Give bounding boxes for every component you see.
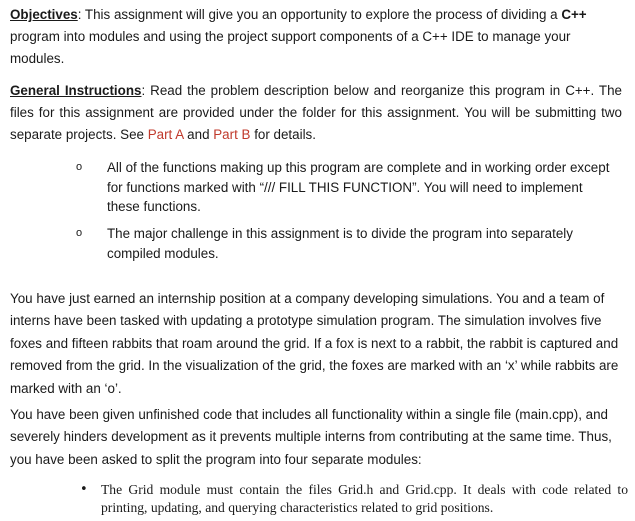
general-and: and (183, 127, 214, 142)
general-instructions-paragraph (10, 80, 622, 146)
circle-bullet-item (76, 224, 616, 263)
objectives-paragraph (10, 4, 622, 70)
circle-bullet-text: All of the functions making up this program are complete and in working order except for functions marked with “/// FILL THIS FUNCTION”. You will need to implement these functions. (107, 160, 610, 214)
part-a-reference: Part A (147, 127, 184, 142)
module-bullet-list (80, 481, 628, 517)
objectives-heading: Objectives (10, 7, 78, 22)
objectives-cpp: C++ (561, 7, 587, 22)
module-bullet-item (80, 481, 628, 517)
circle-bullet-list-1 (76, 158, 616, 217)
circle-bullet-list-2 (76, 224, 616, 263)
part-b-reference: Part B (213, 127, 251, 142)
general-text-2: for details. (250, 127, 316, 142)
bullet-dot-icon: • (80, 482, 88, 497)
modules-paragraph: You have been given unfinished code that includes all functionality within a single file (main.cpp), and severely hinders development as it prevents multiple interns from contributing at the same time. Thus, you have been asked to split the program into four separate modules: (10, 407, 612, 467)
circle-bullet-icon: o (76, 227, 83, 239)
circle-bullet-icon: o (76, 161, 83, 173)
general-text-1: : Read the problem description below and reorganize this program in C++. The files for this assignment are provided under the folder for this assignment. You will be submitting two separate projects. See (10, 83, 623, 142)
general-instructions-heading: General Instructions (10, 83, 142, 98)
objectives-text-after: program into modules and using the project support components of a C++ IDE to manage your modules. (10, 29, 571, 66)
internship-paragraph: You have just earned an internship position at a company developing simulations. You and a team of interns have been tasked with updating a prototype simulation program. The simulation involves five foxes and fifteen rabbits that roam around the grid. If a fox is next to a rabbit, the rabbit is captured and removed from the grid. In the visualization of the grid, the foxes are marked with an ‘x’ while rabbits are marked with an ‘o’. (10, 291, 619, 396)
circle-bullet-text: The major challenge in this assignment is to divide the program into separately compiled modules. (107, 226, 573, 261)
objectives-text-before: : This assignment will give you an opportunity to explore the process of dividing a (77, 7, 562, 22)
module-bullet-text: The Grid module must contain the files Grid.h and Grid.cpp. It deals with code related to printing, updating, and querying characteristics related to grid positions. (101, 482, 628, 515)
circle-bullet-item (76, 158, 616, 217)
